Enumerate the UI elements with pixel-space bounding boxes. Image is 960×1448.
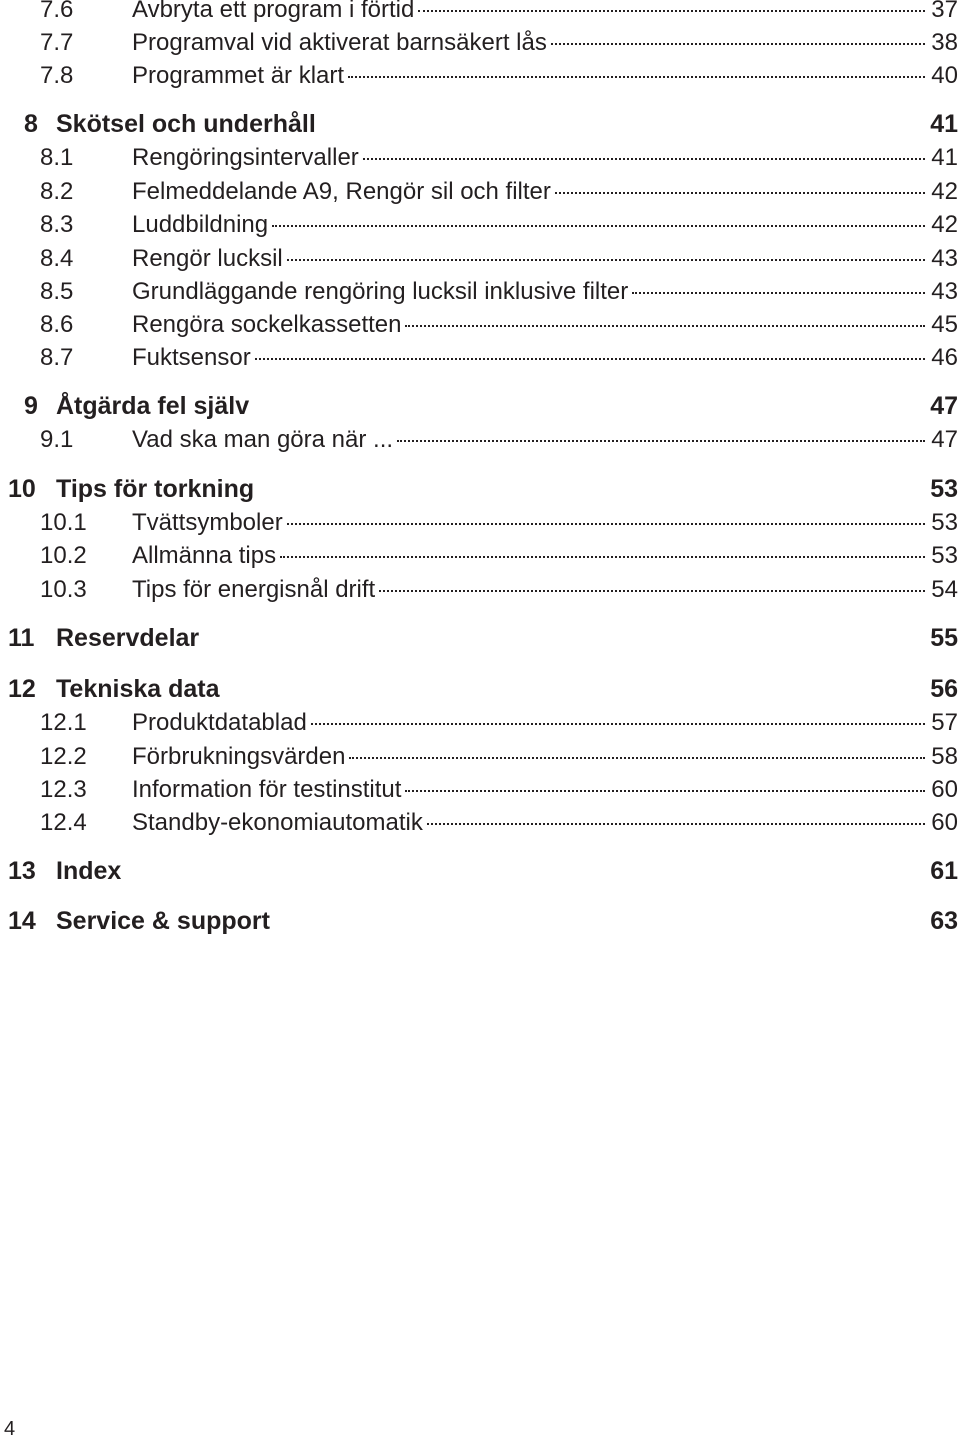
toc-entry-title: Vad ska man göra när ... [132, 426, 394, 453]
dot-leader [405, 790, 925, 792]
toc-entry[interactable] [0, 278, 960, 312]
toc-entry-number: 10.3 [40, 576, 87, 603]
toc-entry-page: 53 [931, 509, 958, 536]
page-number: 4 [4, 1418, 16, 1440]
toc-entry[interactable] [0, 743, 960, 777]
toc-entry[interactable] [0, 311, 960, 345]
toc-entry[interactable] [0, 211, 960, 245]
toc-entry[interactable] [0, 542, 960, 576]
toc-chapter-number: 11 [8, 624, 35, 652]
dot-leader [255, 358, 926, 360]
toc-entry-title: Felmeddelande A9, Rengör sil och filter [132, 178, 551, 205]
toc-entry[interactable] [0, 144, 960, 178]
toc-entry-page: 47 [931, 426, 958, 453]
toc-chapter-title: Reservdelar [56, 624, 200, 652]
toc-entry-title: Information för testinstitut [132, 776, 402, 803]
toc-entry-title: Luddbildning [132, 211, 269, 238]
toc-entry-number: 8.6 [40, 311, 74, 338]
toc-entry[interactable] [0, 426, 960, 460]
dot-leader [632, 292, 925, 294]
toc-entry-title: Rengöringsintervaller [132, 144, 359, 171]
toc-entry-number: 9.1 [40, 426, 74, 453]
toc-entry-title: Avbryta ett program i förtid [132, 0, 415, 23]
toc-entry-page: 60 [931, 809, 958, 836]
dot-leader [287, 259, 926, 261]
dot-leader [405, 325, 925, 327]
toc-entry-title: Förbrukningsvärden [132, 743, 346, 770]
dot-leader [348, 76, 925, 78]
toc-chapter-page: 56 [930, 675, 958, 703]
toc-entry[interactable] [0, 576, 960, 610]
toc-entry-page: 46 [931, 344, 958, 371]
toc-entry[interactable] [0, 62, 960, 96]
dot-leader [280, 556, 925, 558]
toc-chapter[interactable] [0, 907, 960, 941]
toc-chapter-page: 53 [930, 475, 958, 503]
toc-entry-number: 10.2 [40, 542, 87, 569]
toc-entry-number: 12.1 [40, 709, 87, 736]
toc-entry-title: Fuktsensor [132, 344, 251, 371]
toc-entry-number: 7.6 [40, 0, 74, 23]
toc-chapter-title: Index [56, 857, 122, 885]
toc-entry-number: 8.3 [40, 211, 74, 238]
toc-chapter[interactable] [0, 857, 960, 891]
dot-leader [272, 225, 925, 227]
toc-entry-title: Rengöra sockelkassetten [132, 311, 402, 338]
toc-entry-title: Standby-ekonomiautomatik [132, 809, 423, 836]
toc-entry-number: 8.4 [40, 245, 74, 272]
toc-chapter[interactable] [0, 675, 960, 709]
toc-chapter-page: 41 [930, 110, 958, 138]
dot-leader [311, 723, 926, 725]
toc-chapter-title: Tekniska data [56, 675, 220, 703]
dot-leader [349, 757, 925, 759]
toc-entry-number: 10.1 [40, 509, 87, 536]
toc-entry-title: Programval vid aktiverat barnsäkert lås [132, 29, 547, 56]
toc-entry-title: Grundläggande rengöring lucksil inklusive filter [132, 278, 629, 305]
dot-leader [363, 158, 926, 160]
toc-entry-page: 38 [931, 29, 958, 56]
toc-entry[interactable] [0, 0, 960, 30]
toc-chapter[interactable] [0, 475, 960, 509]
toc-chapter-title: Tips för torkning [56, 475, 255, 503]
toc-chapter[interactable] [0, 110, 960, 144]
toc-entry-page: 42 [931, 211, 958, 238]
toc-entry[interactable] [0, 709, 960, 743]
toc-entry-page: 54 [931, 576, 958, 603]
toc-entry-page: 43 [931, 245, 958, 272]
toc-entry-page: 41 [931, 144, 958, 171]
toc-entry-title: Rengör lucksil [132, 245, 283, 272]
toc-entry-page: 58 [931, 743, 958, 770]
toc-chapter-number: 8 [24, 110, 38, 138]
toc-entry-number: 8.1 [40, 144, 74, 171]
toc-entry[interactable] [0, 245, 960, 279]
toc-chapter-number: 14 [8, 907, 36, 935]
toc-entry-page: 43 [931, 278, 958, 305]
toc-entry-title: Tvättsymboler [132, 509, 283, 536]
toc-entry[interactable] [0, 344, 960, 378]
toc-entry-number: 8.5 [40, 278, 74, 305]
toc-entry-page: 37 [931, 0, 958, 23]
toc-entry-number: 8.2 [40, 178, 74, 205]
toc-entry[interactable] [0, 509, 960, 543]
toc-chapter-page: 47 [930, 392, 958, 420]
dot-leader [555, 192, 925, 194]
toc-chapter[interactable] [0, 392, 960, 426]
toc-entry-title: Programmet är klart [132, 62, 345, 89]
toc-entry-page: 40 [931, 62, 958, 89]
toc-entry-number: 12.4 [40, 809, 87, 836]
toc-entry[interactable] [0, 776, 960, 810]
toc-entry-number: 12.2 [40, 743, 87, 770]
toc-entry[interactable] [0, 29, 960, 63]
toc-chapter[interactable] [0, 624, 960, 658]
dot-leader [287, 523, 926, 525]
toc-entry[interactable] [0, 809, 960, 843]
toc-chapter-page: 63 [930, 907, 958, 935]
toc-entry-page: 42 [931, 178, 958, 205]
toc-entry[interactable] [0, 178, 960, 212]
toc-entry-page: 53 [931, 542, 958, 569]
toc-chapter-number: 9 [24, 392, 38, 420]
toc-entry-number: 12.3 [40, 776, 87, 803]
toc-entry-number: 7.8 [40, 62, 74, 89]
toc-entry-number: 8.7 [40, 344, 74, 371]
dot-leader [397, 440, 925, 442]
toc-chapter-number: 12 [8, 675, 36, 703]
dot-leader [551, 43, 925, 45]
dot-leader [379, 590, 925, 592]
toc-chapter-page: 55 [930, 624, 958, 652]
toc-chapter-number: 10 [8, 475, 36, 503]
toc-entry-title: Tips för energisnål drift [132, 576, 376, 603]
toc-entry-page: 60 [931, 776, 958, 803]
toc-entry-title: Allmänna tips [132, 542, 277, 569]
toc-entry-page: 45 [931, 311, 958, 338]
toc-entry-page: 57 [931, 709, 958, 736]
dot-leader [427, 823, 925, 825]
toc-chapter-number: 13 [8, 857, 36, 885]
toc-chapter-title: Service & support [56, 907, 270, 935]
toc-chapter-page: 61 [930, 857, 958, 885]
toc-entry-title: Produktdatablad [132, 709, 307, 736]
dot-leader [418, 10, 925, 12]
toc-chapter-title: Skötsel och underhåll [56, 110, 316, 138]
toc-entry-number: 7.7 [40, 29, 74, 56]
toc-chapter-title: Åtgärda fel själv [56, 392, 250, 420]
